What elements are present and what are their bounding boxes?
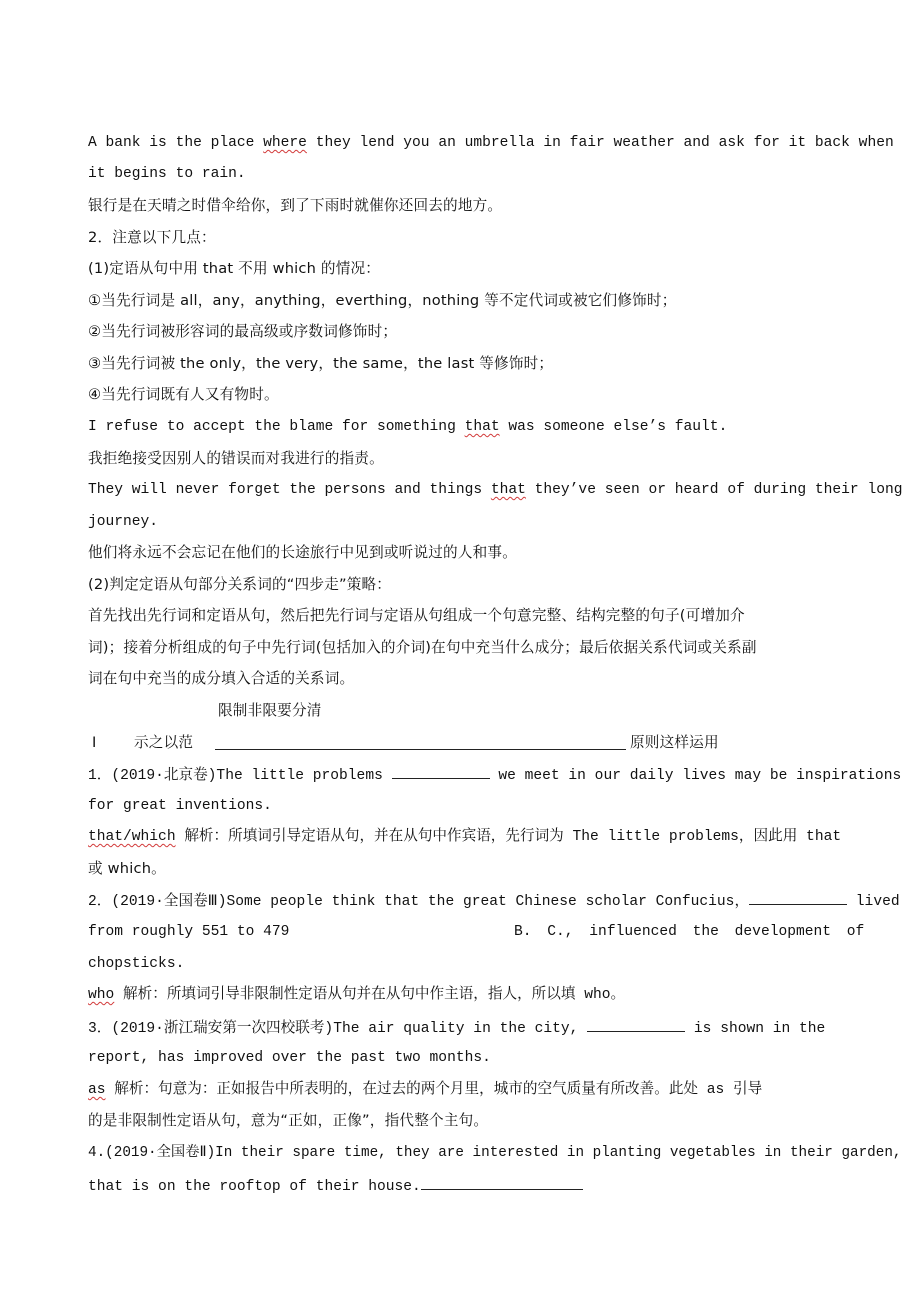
intro-sentence-line1	[88, 133, 894, 153]
relative-word-that: that	[464, 419, 500, 435]
question-text: lived	[847, 894, 900, 910]
section-label-right: 原则这样运用	[630, 734, 719, 751]
example-text: I refuse to accept the blame for something	[88, 419, 465, 435]
question-2-line2-right	[514, 922, 864, 942]
question-2-line2	[88, 922, 289, 942]
question-4-line1: 4.(2019·全国卷Ⅱ)In their spare time, they are interested in planting vegetables in their garden,	[88, 1145, 902, 1161]
strategy-line1: 首先找出先行词和定语从句，然后把先行词与定语从句组成一个句意完整、结构完整的句子(可增加介	[88, 607, 745, 624]
question-1-line1	[88, 764, 901, 786]
question-text: B. C., influenced the development of	[514, 924, 865, 940]
analysis-text: 解析：句意为：正如报告中所表明的，在过去的两个月里，城市的空气质量有所改善。此处 as 引导	[105, 1082, 763, 1098]
strategy-line3: 词在句中充当的成分填入合适的关系词。	[88, 670, 355, 687]
example2-sentence-line2: journey.	[88, 514, 159, 530]
relative-word-where: where	[263, 135, 307, 151]
section-divider-line	[215, 749, 626, 750]
answer-blank[interactable]	[421, 1175, 583, 1190]
answer-blank[interactable]	[392, 764, 490, 779]
example1-sentence	[88, 417, 727, 437]
example2-translation: 他们将永远不会忘记在他们的长途旅行中见到或听说过的人和事。	[88, 544, 518, 561]
answer-text: as	[88, 1082, 106, 1098]
analysis-text: 解析：所填词引导非限制性定语从句并在从句中作主语，指人，所以填 who。	[114, 987, 626, 1003]
question-text: that is on the rooftop of their house.	[88, 1179, 421, 1195]
answer-blank[interactable]	[587, 1017, 685, 1032]
example2-sentence-line1	[88, 480, 902, 500]
example-text: was someone else’s fault.	[499, 419, 728, 435]
example1-translation: 我拒绝接受因别人的错误而对我进行的指责。	[88, 450, 384, 467]
intro-text: A bank is the place	[88, 135, 264, 151]
question-3-analysis	[88, 1080, 762, 1100]
question-3-analysis-line2: 的是非限制性定语从句，意为“正如，正像”，指代整个主句。	[88, 1112, 489, 1129]
intro-sentence-line2: it begins to rain.	[88, 166, 246, 182]
relative-word-that: that	[490, 482, 526, 498]
strategy-line2: 词)；接着分析组成的句子中先行词(包括加入的介词)在句中充当什么成分；最后依据关系代词或关系副	[88, 639, 757, 656]
question-3-line2: report, has improved over the past two months.	[88, 1050, 491, 1066]
point-3: ③当先行词被 the only，the very，the same，the last 等修饰时；	[88, 355, 554, 372]
section-roman-numeral: Ⅰ	[92, 734, 97, 751]
question-text: 1．(2019·北京卷)The little problems	[88, 768, 392, 784]
answer-text: who	[88, 987, 115, 1003]
question-2-analysis	[88, 985, 625, 1005]
question-2-line3: chopsticks.	[88, 956, 185, 972]
question-text: 3．(2019·浙江瑞安第一次四校联考)The air quality in the city,	[88, 1021, 588, 1037]
answer-blank[interactable]	[749, 890, 847, 905]
sub2-heading: (2)判定定语从句部分关系词的“四步走”策略：	[88, 576, 392, 593]
example-text: they’ve seen or heard of during their long	[525, 482, 903, 498]
question-text: we meet in our daily lives may be inspirations	[489, 768, 902, 784]
question-2-line1	[88, 890, 900, 912]
section-title: 限制非限要分清	[218, 702, 322, 719]
example-text: They will never forget the persons and things	[88, 482, 491, 498]
question-text: from roughly 551 to 479	[88, 924, 290, 940]
question-4-line2	[88, 1175, 583, 1197]
intro-text: they lend you an umbrella in fair weather and ask for it back when	[306, 135, 894, 151]
analysis-text: 解析：所填词引导定语从句，并在从句中作宾语，先行词为 The little problems，因此用 that	[175, 829, 842, 845]
intro-translation: 银行是在天晴之时借伞给你，到了下雨时就催你还回去的地方。	[88, 197, 503, 214]
sub1-heading: (1)定语从句中用 that 不用 which 的情况：	[88, 260, 381, 277]
point-1: ①当先行词是 all，any，anything，everthing，nothing 等不定代词或被它们修饰时；	[88, 292, 677, 309]
question-3-line1	[88, 1017, 825, 1039]
question-1-analysis-line2: 或 which。	[88, 860, 166, 877]
question-1-line2: for great inventions.	[88, 798, 272, 814]
question-1-analysis	[88, 827, 841, 847]
point-2: ②当先行词被形容词的最高级或序数词修饰时；	[88, 323, 398, 340]
point-4: ④当先行词既有人又有物时。	[88, 386, 279, 403]
notes-heading: 2．注意以下几点：	[88, 229, 216, 246]
question-text: is shown in the	[685, 1021, 826, 1037]
question-text: 2．(2019·全国卷Ⅲ)Some people think that the great Chinese scholar Confucius，	[88, 894, 750, 910]
answer-text: that/which	[88, 829, 176, 845]
section-label-left: 示之以范	[134, 734, 194, 751]
